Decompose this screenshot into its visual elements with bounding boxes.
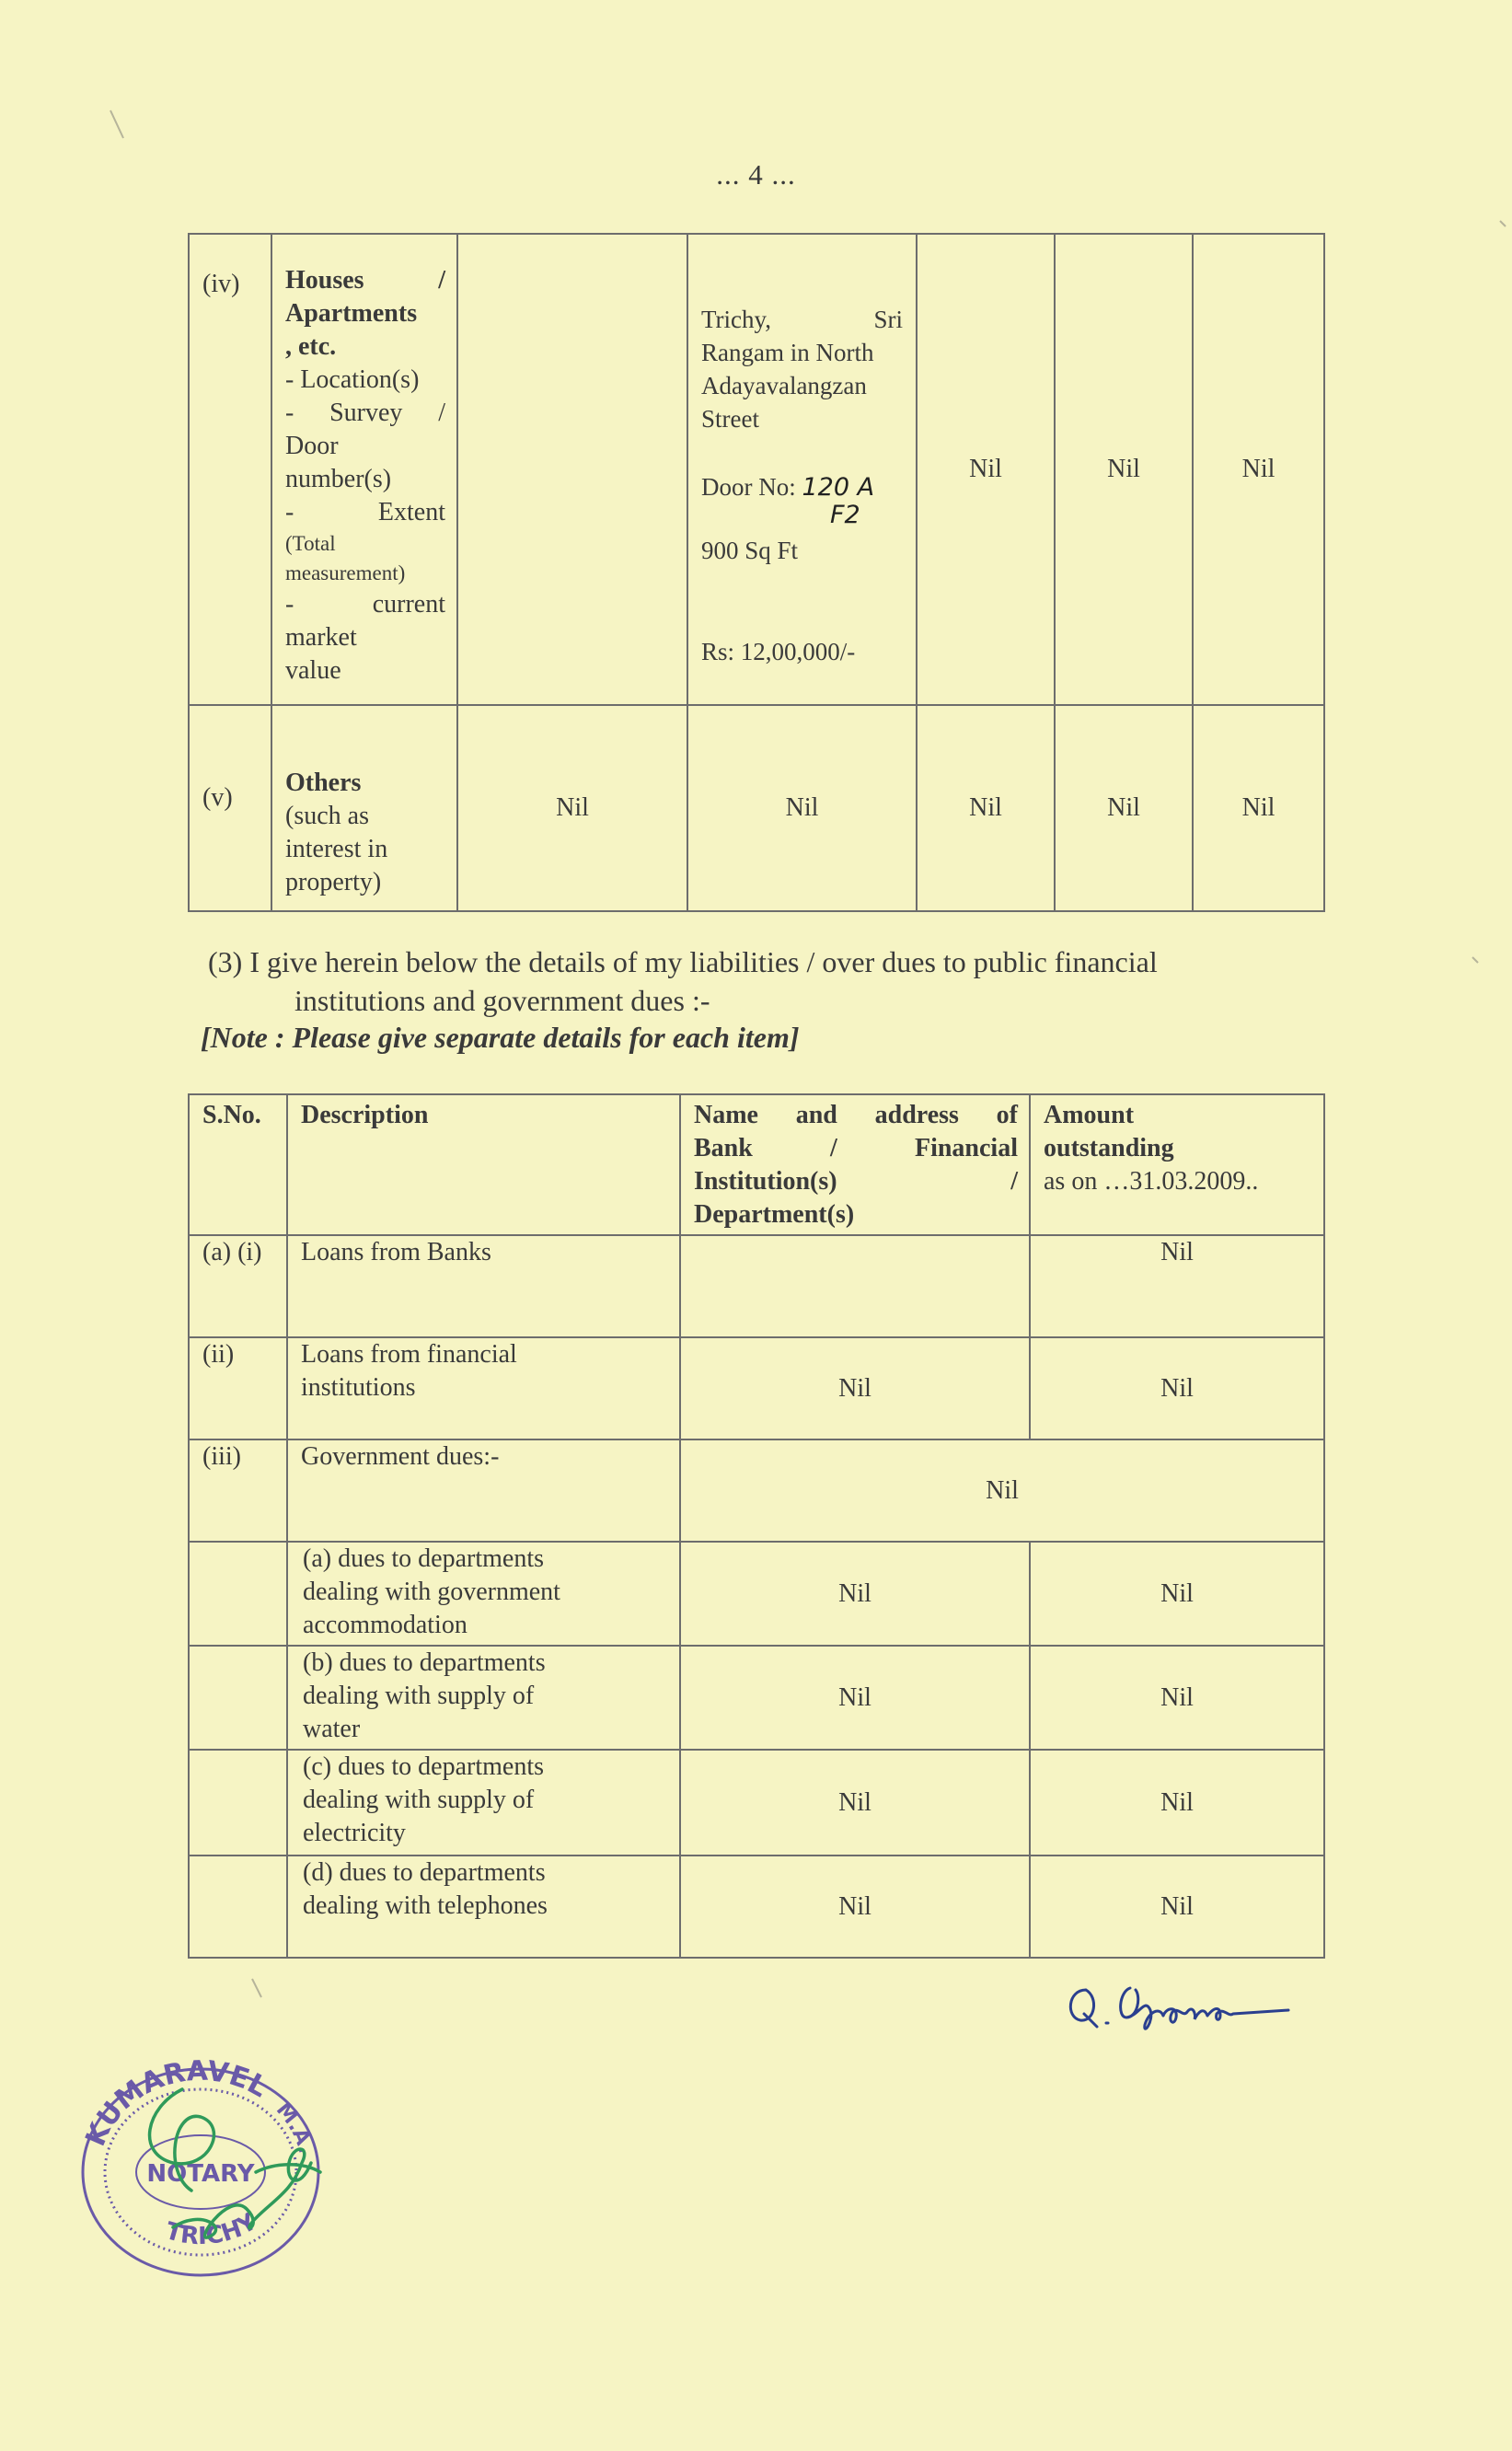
- header-bank: Name and address of Bank / Financial Institution(s) / Department(s): [680, 1094, 1030, 1235]
- liabilities-note: [Note : Please give separate details for each item]: [201, 1021, 800, 1054]
- row-bank: Nil: [680, 1542, 1030, 1646]
- nil-cell: Nil: [1055, 705, 1193, 911]
- row-amount: Nil: [1030, 1856, 1324, 1958]
- header-sno: S.No.: [189, 1094, 287, 1235]
- header-amount: Amount outstanding as on …31.03.2009..: [1030, 1094, 1324, 1235]
- liabilities-intro-continued: institutions and government dues :-: [294, 984, 710, 1017]
- row-serial: (iv): [189, 234, 271, 705]
- row-description: (a) dues to departments dealing with government accommodation: [287, 1542, 680, 1646]
- row-serial: (iii): [189, 1439, 287, 1542]
- row-serial: (a) (i): [189, 1235, 287, 1337]
- handwritten-door-suffix: F2: [830, 501, 860, 529]
- row-description: Loans from Banks: [287, 1235, 680, 1337]
- row-amount: Nil: [1030, 1235, 1324, 1337]
- row-bank: Nil: [680, 1750, 1030, 1856]
- row-merged-value: Nil: [680, 1439, 1324, 1542]
- seal-place: TRICHY: [162, 2207, 262, 2251]
- nil-cell: Nil: [1193, 705, 1324, 911]
- row-serial: (ii): [189, 1337, 287, 1439]
- nil-cell: Nil: [917, 705, 1055, 911]
- row-amount: Nil: [1030, 1646, 1324, 1750]
- seal-suffix: M.A.: [271, 2098, 317, 2156]
- row-description: (b) dues to departments dealing with supply of water: [287, 1646, 680, 1750]
- nil-cell: Nil: [1055, 234, 1193, 705]
- seal-name: KUMARAVEL: [79, 2054, 273, 2151]
- seal-title: NOTARY: [146, 2160, 255, 2188]
- row-bank: Nil: [680, 1646, 1030, 1750]
- row-amount: Nil: [1030, 1750, 1324, 1856]
- row-description: Others (such as interest in property): [271, 705, 457, 911]
- row-description: (c) dues to departments dealing with supply of electricity: [287, 1750, 680, 1856]
- row-amount: Nil: [1030, 1337, 1324, 1439]
- property-details: Trichy, Sri Rangam in North Adayavalangzan Street Door No: 120 A F2 900 Sq Ft Rs: 12,00,000/-: [687, 234, 917, 705]
- nil-cell: Nil: [457, 705, 687, 911]
- row-description: Loans from financial institutions: [287, 1337, 680, 1439]
- row-description: Government dues:-: [287, 1439, 680, 1542]
- nil-cell: Nil: [917, 234, 1055, 705]
- header-description: Description: [287, 1094, 680, 1235]
- handwritten-door-number: 120 A: [802, 473, 875, 502]
- row-description: (d) dues to departments dealing with telephones: [287, 1856, 680, 1958]
- nil-cell: Nil: [1193, 234, 1324, 705]
- nil-cell: Nil: [687, 705, 917, 911]
- row-amount: Nil: [1030, 1542, 1324, 1646]
- row-bank: Nil: [680, 1856, 1030, 1958]
- row-bank: Nil: [680, 1337, 1030, 1439]
- page-number: ... 4 ...: [716, 158, 796, 191]
- row-serial: (v): [189, 705, 271, 911]
- liabilities-intro: (3) I give herein below the details of my liabilities / over dues to public financial: [208, 945, 1158, 978]
- row-description: Houses / Apartments , etc. - Location(s) - Survey / Door number(s) - Extent (Total measurement) - current market value: [271, 234, 457, 705]
